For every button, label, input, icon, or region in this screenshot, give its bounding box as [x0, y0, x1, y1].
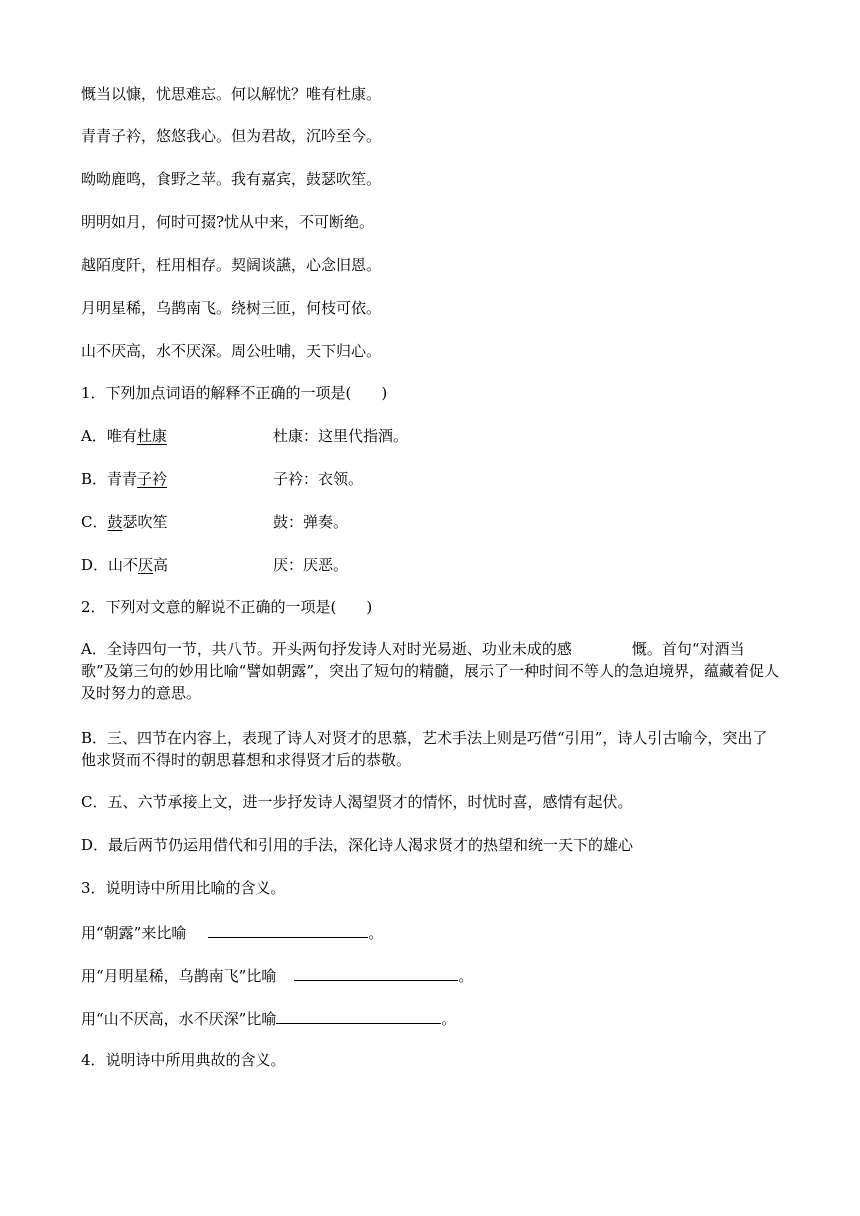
poem-line: 明明如月，何时可掇?忧从中来，不可断绝。: [81, 213, 375, 231]
option-explanation: 子衿：衣领。: [273, 470, 364, 488]
q3-item-3: 用“山不厌高，水不厌深”比喻 。: [81, 1007, 456, 1029]
q1-option-d: D．山不厌高 厌：厌恶。: [81, 556, 349, 574]
question-3-stem: 3．说明诗中所用比喻的含义。: [81, 879, 286, 897]
q2-option-d: D．最后两节仍运用借代和引用的手法，深化诗人渴求贤才的热望和统一天下的雄心: [81, 836, 634, 854]
q3-item-1: 用“朝露”来比喻 。: [81, 921, 383, 943]
dotted-word: 杜康: [136, 427, 167, 445]
answer-blank[interactable]: [294, 964, 458, 981]
poem-line: 慨当以慷，忧思难忘。何以解忧？唯有杜康。: [81, 85, 382, 103]
q1-option-b: B．青青子衿 子衿：衣领。: [81, 470, 364, 488]
poem-line: 青青子衿，悠悠我心。但为君故，沉吟至今。: [81, 127, 382, 145]
option-explanation: 厌：厌恶。: [273, 556, 349, 574]
poem-line: 呦呦鹿鸣，食野之苹。我有嘉宾，鼓瑟吹笙。: [81, 170, 382, 188]
poem-line: 山不厌高，水不厌深。周公吐哺，天下归心。: [81, 342, 382, 360]
option-explanation: 鼓：弹奏。: [273, 513, 349, 531]
q2-option-c: C．五、六节承接上文，进一步抒发诗人渴望贤才的情怀，时忧时喜，感情有起伏。: [81, 793, 633, 811]
question-4-stem: 4．说明诗中所用典故的含义。: [81, 1051, 286, 1069]
question-1-stem: 1．下列加点词语的解释不正确的一项是( ): [81, 384, 388, 402]
question-2-stem: 2．下列对文意的解说不正确的一项是( ): [81, 598, 373, 616]
dotted-word: 厌: [138, 556, 154, 574]
q1-option-c: C．鼓瑟吹笙 鼓：弹奏。: [81, 513, 349, 531]
q2-option-b: B．三、四节在内容上，表现了诗人对贤才的思慕，艺术手法上则是巧借“引用”，诗人引古喻今，突出了他求贤而不得时的朝思暮想和求得贤才后的恭敬。: [81, 729, 768, 769]
dotted-word: 鼓: [107, 513, 123, 531]
q1-option-a: A．唯有杜康 杜康：这里代指酒。: [81, 427, 409, 445]
option-explanation: 杜康：这里代指酒。: [273, 427, 409, 445]
dotted-word: 子衿: [137, 470, 168, 488]
poem-line: 越陌度阡，枉用相存。契阔谈讌，心念旧恩。: [81, 256, 382, 274]
answer-blank[interactable]: [276, 1007, 441, 1024]
q2-option-a: A．全诗四句一节，共八节。开头两句抒发诗人对时光易逝、功业未成的感 慨。首句“对酒当歌”及第三句的妙用比喻“譬如朝露”，突出了短句的精髓，展示了一种时间不等人的急迫境界，蕴藏着促人及时努力的意思。: [81, 640, 780, 702]
poem-line: 月明星稀，乌鹊南飞。绕树三匝，何枝可依。: [81, 299, 382, 317]
answer-blank[interactable]: [208, 921, 368, 938]
q3-item-2: 用“月明星稀，乌鹊南飞”比喻 。: [81, 964, 473, 986]
